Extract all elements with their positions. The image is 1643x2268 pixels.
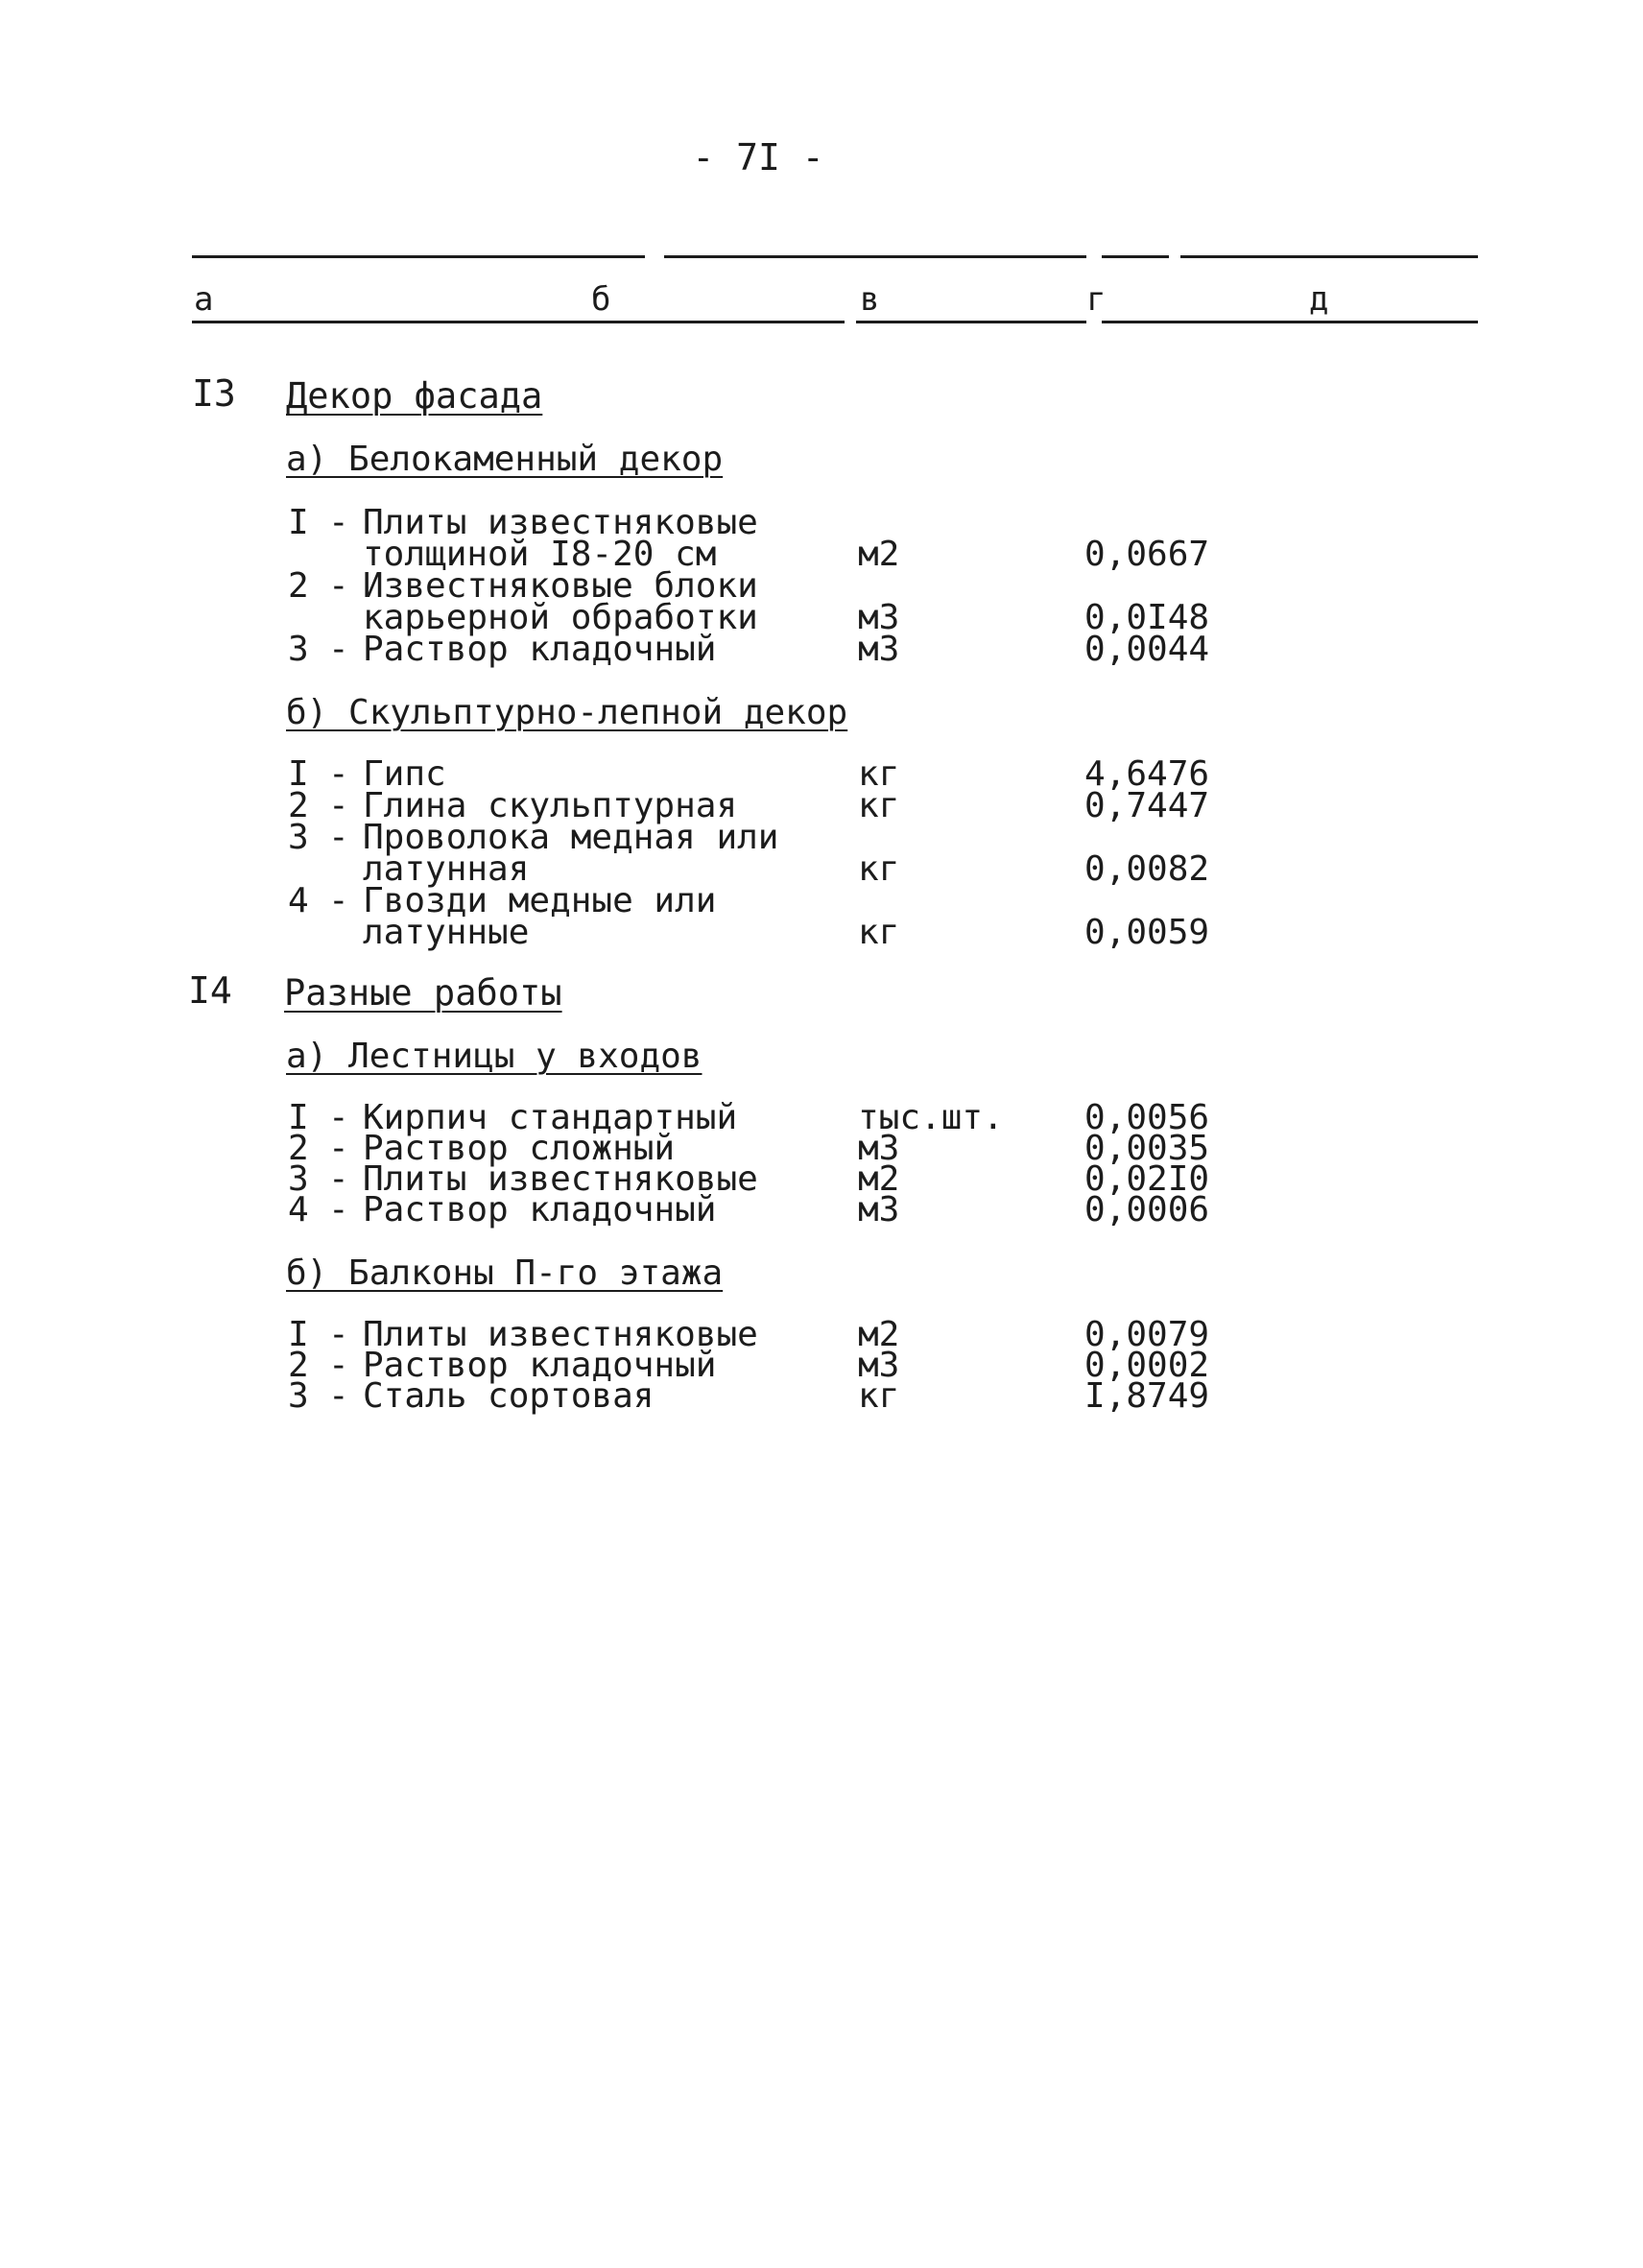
- item-quantity: 0,0006: [1084, 1190, 1210, 1229]
- item-unit: кг: [858, 913, 900, 952]
- section-number: I3: [192, 372, 236, 415]
- subsection-title: а) Белокаменный декор: [286, 440, 724, 479]
- item-name: латунные: [363, 913, 530, 952]
- item-name: Глина скульптурная: [363, 786, 738, 825]
- section-number: I4: [188, 969, 232, 1012]
- item-dash: -: [328, 786, 349, 825]
- header-rule-bottom: [192, 321, 845, 323]
- list-item: [0, 1098, 1643, 1137]
- item-dash: -: [328, 881, 349, 920]
- item-dash: -: [328, 630, 349, 669]
- subsection-title: б) Скульптурно-лепной декор: [286, 693, 848, 732]
- item-dash: -: [328, 1129, 349, 1168]
- item-name: Плиты известняковые: [363, 503, 758, 542]
- item-name: карьерной обработки: [363, 598, 758, 637]
- item-quantity: 0,0079: [1084, 1315, 1210, 1354]
- item-dash: -: [328, 1190, 349, 1229]
- item-number: 2: [288, 566, 309, 606]
- item-number: 4: [288, 881, 309, 920]
- item-quantity: 0,0044: [1084, 630, 1210, 669]
- item-quantity: I,8749: [1084, 1376, 1210, 1416]
- item-name: Известняковые блоки: [363, 566, 758, 606]
- item-unit: м2: [858, 1315, 900, 1354]
- list-item: [0, 566, 1643, 606]
- list-item: [0, 754, 1643, 794]
- header-rule-top: [664, 255, 1086, 258]
- item-number: 4: [288, 1190, 309, 1229]
- item-name: Раствор сложный: [363, 1129, 676, 1168]
- item-quantity: 0,0056: [1084, 1098, 1210, 1137]
- item-unit: м3: [858, 1129, 900, 1168]
- item-number: I: [288, 1098, 309, 1137]
- item-number: 2: [288, 1346, 309, 1385]
- item-unit: м3: [858, 630, 900, 669]
- section-title: Разные работы: [284, 972, 562, 1014]
- item-number: I: [288, 1315, 309, 1354]
- item-dash: -: [328, 503, 349, 542]
- page-number: - 7I -: [692, 136, 824, 179]
- item-quantity: 0,0I48: [1084, 598, 1210, 637]
- item-unit: м3: [858, 1346, 900, 1385]
- item-number: I: [288, 503, 309, 542]
- item-name: Гвозди медные или: [363, 881, 717, 920]
- header-rule-top: [192, 255, 645, 258]
- item-dash: -: [328, 1159, 349, 1199]
- item-dash: -: [328, 1315, 349, 1354]
- subsection-title: б) Балконы П-го этажа: [286, 1253, 724, 1293]
- list-item: [0, 818, 1643, 857]
- list-item: [0, 786, 1643, 825]
- list-item: [0, 849, 1643, 889]
- item-name: Плиты известняковые: [363, 1159, 758, 1199]
- item-quantity: 0,0035: [1084, 1129, 1210, 1168]
- item-quantity: 0,0667: [1084, 535, 1210, 574]
- item-quantity: 4,6476: [1084, 754, 1210, 794]
- item-name: Раствор кладочный: [363, 1190, 717, 1229]
- item-dash: -: [328, 1376, 349, 1416]
- list-item: [0, 1129, 1643, 1168]
- header-rule-bottom: [856, 321, 1086, 323]
- list-item: [0, 1190, 1643, 1229]
- column-header-a: а: [194, 280, 214, 319]
- item-quantity: 0,0002: [1084, 1346, 1210, 1385]
- list-item: [0, 1346, 1643, 1385]
- item-number: 2: [288, 1129, 309, 1168]
- header-rule-bottom: [1102, 321, 1478, 323]
- item-name: Гипс: [363, 754, 446, 794]
- item-unit: кг: [858, 754, 900, 794]
- item-number: 3: [288, 630, 309, 669]
- item-quantity: 0,7447: [1084, 786, 1210, 825]
- item-unit: кг: [858, 849, 900, 889]
- item-quantity: 0,02I0: [1084, 1159, 1210, 1199]
- item-unit: м3: [858, 1190, 900, 1229]
- item-name: Проволока медная или: [363, 818, 779, 857]
- item-dash: -: [328, 566, 349, 606]
- section-title: Декор фасада: [286, 375, 543, 417]
- header-rule-top: [1102, 255, 1169, 258]
- column-header-e: д: [1309, 280, 1329, 319]
- column-header-d: г: [1086, 280, 1107, 319]
- item-unit: м2: [858, 1159, 900, 1199]
- item-quantity: 0,0059: [1084, 913, 1210, 952]
- item-quantity: 0,0082: [1084, 849, 1210, 889]
- item-unit: м3: [858, 598, 900, 637]
- item-name: Плиты известняковые: [363, 1315, 758, 1354]
- item-number: 3: [288, 1376, 309, 1416]
- list-item: [0, 598, 1643, 637]
- item-name: Раствор кладочный: [363, 630, 717, 669]
- list-item: [0, 535, 1643, 574]
- list-item: [0, 913, 1643, 952]
- item-unit: тыс.шт.: [858, 1098, 1004, 1137]
- item-unit: кг: [858, 1376, 900, 1416]
- list-item: [0, 881, 1643, 920]
- item-number: 3: [288, 1159, 309, 1199]
- column-header-b: б: [591, 280, 611, 319]
- item-name: Кирпич стандартный: [363, 1098, 738, 1137]
- item-name: Раствор кладочный: [363, 1346, 717, 1385]
- item-name: толщиной I8-20 см: [363, 535, 717, 574]
- item-dash: -: [328, 1346, 349, 1385]
- list-item: [0, 1159, 1643, 1199]
- item-number: 3: [288, 818, 309, 857]
- item-number: I: [288, 754, 309, 794]
- list-item: [0, 1315, 1643, 1354]
- item-unit: кг: [858, 786, 900, 825]
- subsection-title: а) Лестницы у входов: [286, 1037, 702, 1076]
- column-header-c: в: [860, 280, 880, 319]
- item-name: латунная: [363, 849, 530, 889]
- header-rule-top: [1180, 255, 1478, 258]
- list-item: [0, 503, 1643, 542]
- item-dash: -: [328, 754, 349, 794]
- item-number: 2: [288, 786, 309, 825]
- item-dash: -: [328, 1098, 349, 1137]
- list-item: [0, 630, 1643, 669]
- item-unit: м2: [858, 535, 900, 574]
- item-name: Сталь сортовая: [363, 1376, 655, 1416]
- item-dash: -: [328, 818, 349, 857]
- list-item: [0, 1376, 1643, 1416]
